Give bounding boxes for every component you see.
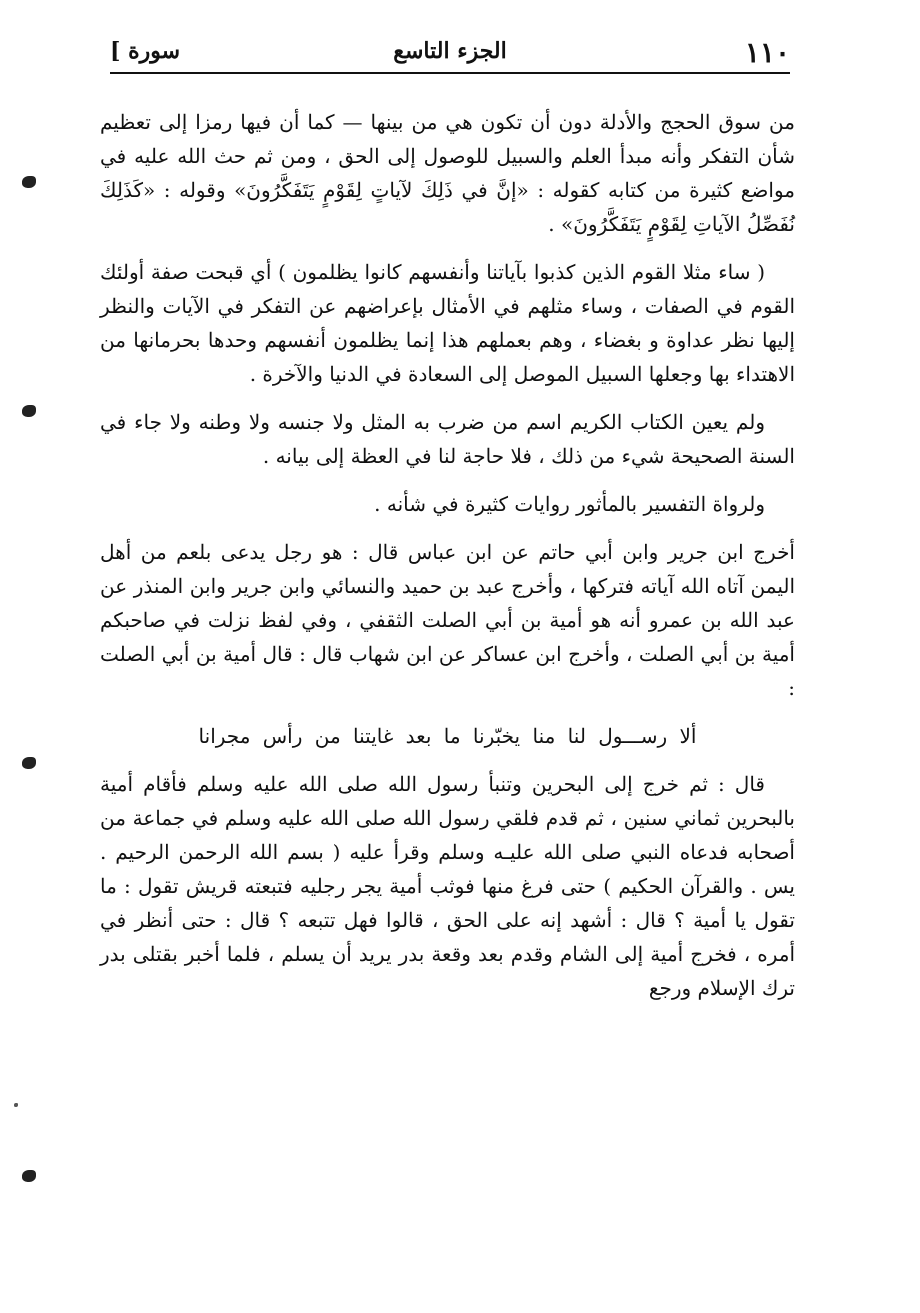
page-header — [110, 30, 790, 70]
margin-ink-mark — [22, 1170, 36, 1182]
surah-label: سورة ] — [110, 38, 181, 64]
header-rule — [110, 72, 790, 74]
paragraph: ولرواة التفسير بالمأثور روايات كثيرة في شأنه . — [374, 492, 765, 516]
margin-ink-mark — [22, 757, 36, 769]
margin-speck — [14, 1103, 18, 1107]
margin-ink-mark — [22, 405, 36, 417]
paragraph: أخرج ابن جرير وابن أبي حاتم عن ابن عباس قال : هو رجل يدعى بلعم من أهل اليمن آتاه الله آياته فتركها ، وأخرج عبد بن حميد والنسائي وابن جرير وابن المنذر عن عبد الله بن عمرو أنه هو أمية بن أبي الصلت الثقفي ، وفي لفظ نزلت في صاحبكم أمية بن أبي الصلت ، وأخرج ابن عساكر عن ابن شهاب قال : قال أمية بن أبي الصلت : — [100, 540, 795, 700]
main-text — [100, 105, 795, 1019]
paragraph: ولم يعين الكتاب الكريم اسم من ضرب به المثل ولا جنسه ولا وطنه ولا جاء في السنة الصحيحة شيء من ذلك ، فلا حاجة لنا في العظة إلى بيانه . — [100, 410, 795, 468]
paragraph: من سوق الحجج والأدلة دون أن تكون هي من بينها — كما أن فيها رمزا إلى تعظيم شأن التفكر وأنه مبدأ العلم والسبيل للوصول إلى الحق ، ومن ثم حث الله عليه في مواضع كثيرة من كتابه كقوله : «إنَّ في ذَلِكَ لآياتٍ لِقَوْمٍ يَتَفَكَّرُونَ» وقوله : «كَذَلِكَ نُفَصِّلُ الآياتِ لِقَوْمٍ يَتَفَكَّرُونَ» . — [100, 110, 795, 236]
margin-ink-mark — [22, 176, 36, 188]
running-title: الجزء التاسع — [393, 38, 507, 64]
paragraph: قال : ثم خرج إلى البحرين وتنبأ رسول الله صلى الله عليه وسلم فأقام أمية بالبحرين ثماني سنين ، ثم قدم فلقي رسول الله صلى الله عليه وسلم في جماعة من أصحابه فدعاه النبي صلى الله عليـه وسلم وقرأ عليه ( بسم الله الرحمن الرحيم . يس . والقرآن الحكيم ) حتى فرغ منها فوثب أمية يجر رجليه فتبعته قريش تقول : ما تقول يا أمية ؟ قال : أشهد إنه على الحق ، قالوا فهل تتبعه ؟ قال : حتى أنظر في أمره ، فخرج أمية إلى الشام وقدم بعد وقعة بدر يريد أن يسلم ، فلما أخبر بقتلى بدر ترك الإسلام ورجع — [100, 772, 796, 1000]
page-number: ١١٠ — [744, 36, 790, 69]
poetry-verse: ألا رســـول لنا منا يخبّرنا ما بعد غايتنا من رأس مجرانا — [198, 724, 697, 748]
paragraph: ( ساء مثلا القوم الذين كذبوا بآياتنا وأنفسهم كانوا يظلمون ) أي قبحت صفة أولئك القوم في الصفات ، وساء مثلهم في الأمثال بإعراضهم عن التفكر في الآيات والنظر إليها نظر عداوة و بغضاء ، وهم بعملهم هذا إنما يظلمون أنفسهم وحدها بحرمانها من الاهتداء بها وجعلها السبيل الموصل إلى السعادة في الدنيا والآخرة . — [100, 260, 795, 386]
